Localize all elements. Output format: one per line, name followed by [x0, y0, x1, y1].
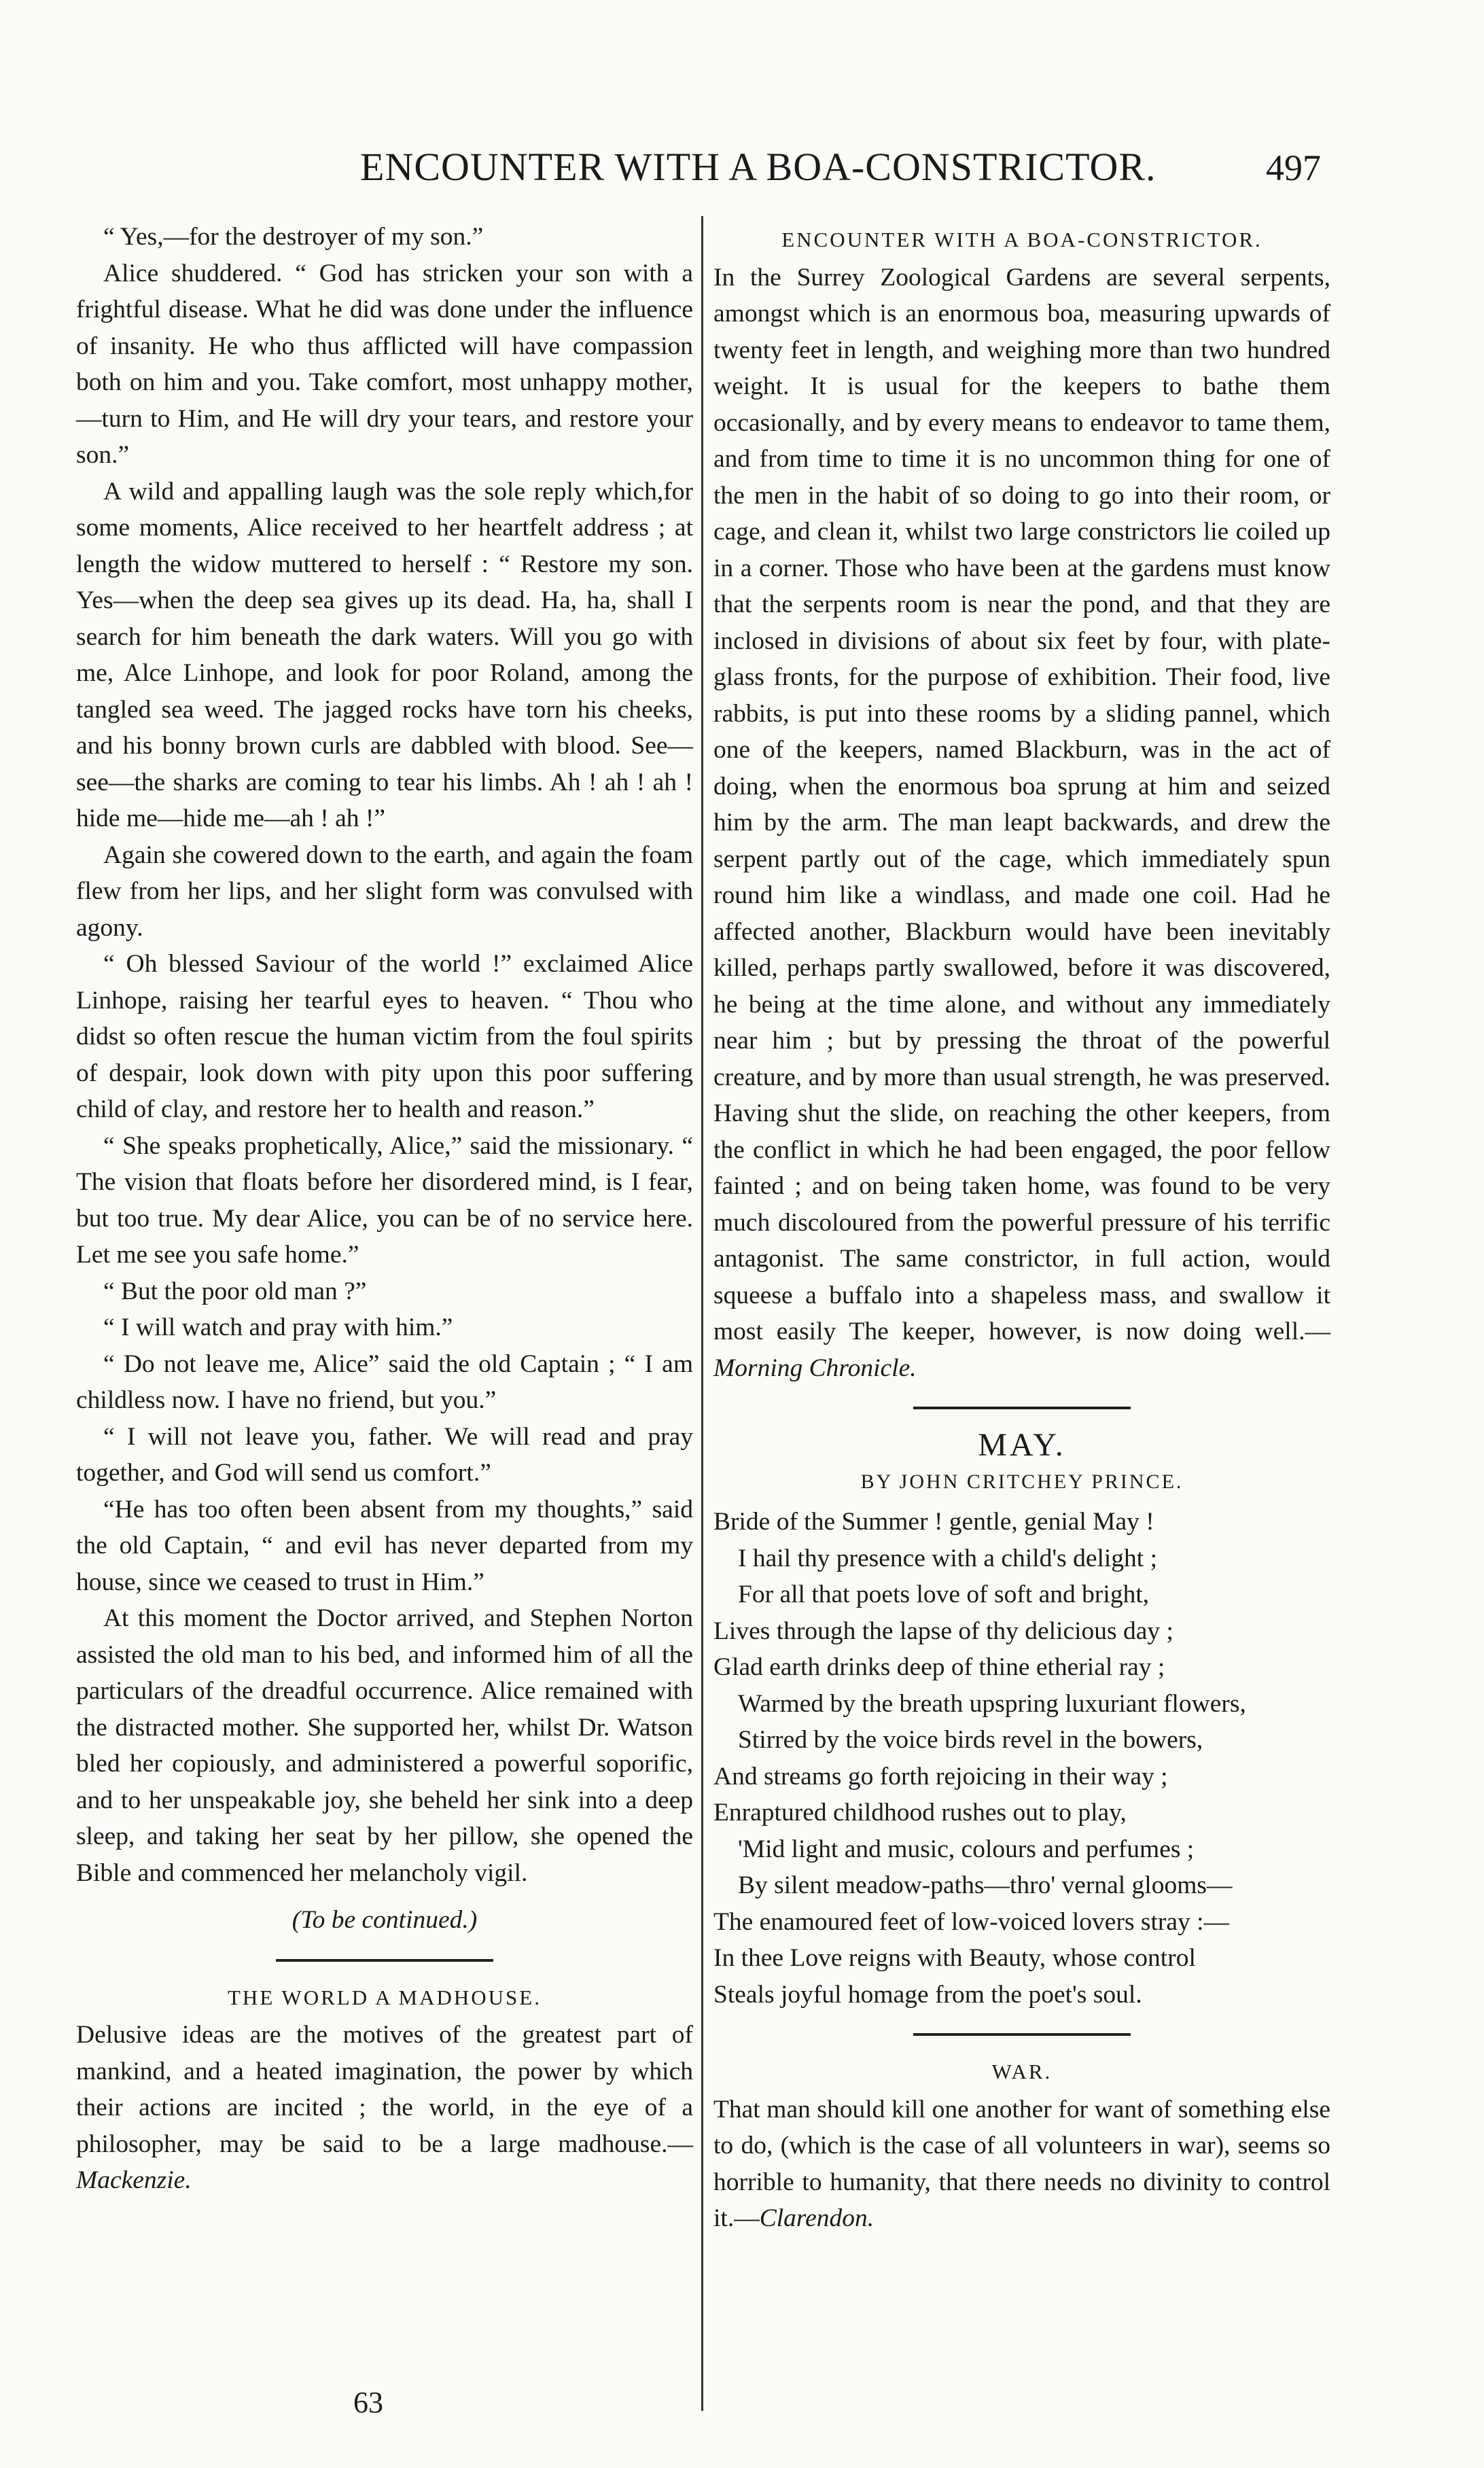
paragraph: “ She speaks prophetically, Alice,” said the missionary. “ The vision that floats before her disordered mind, is I fear, but too true. My dear Alice, you can be of no service here. Let me see you safe home.”: [76, 1131, 693, 1269]
paragraph: “ Oh blessed Saviour of the world !” exclaimed Alice Linhope, raising her tearful eyes to heaven. “ Thou who didst so often rescue the human victim from the foul spirits of despair, look down with pity upon this poor suffering child of clay, and restore her to health and reason.”: [76, 950, 693, 1123]
madhouse-title: THE WORLD A MADHOUSE.: [228, 1985, 542, 2009]
poem-line: The enamoured feet of low-voiced lovers stray :—: [713, 1907, 1230, 1936]
paragraph: At this moment the Doctor arrived, and Stephen Norton assisted the old man to his bed, and informed him of all the particulars of the dreadful occurrence. Alice remained with the distracted mother. She supported her, whilst Dr. Watson bled her copiously, and administered a powerful soporific, and to her unspeakable joy, she beheld her sink into a deep sleep, and taking her seat by her pillow, she opened the Bible and commenced her melancholy vigil.: [76, 1604, 693, 1887]
may-title: MAY.: [978, 1427, 1066, 1463]
madhouse-body: [76, 2017, 693, 2199]
poem-line: Stirred by the voice birds revel in the bowers,: [738, 1726, 1203, 1754]
poem-line: Steals joyful homage from the poet's soul.: [713, 1980, 1142, 2009]
poem-line: And streams go forth rejoicing in their way ;: [713, 1762, 1168, 1791]
section-rule: [276, 1959, 493, 1962]
poem-line: For all that poets love of soft and bright,: [738, 1581, 1150, 1608]
poem-line: Enraptured childhood rushes out to play,: [713, 1799, 1127, 1827]
right-column: [713, 219, 1330, 2237]
paragraph: “ Yes,—for the destroyer of my son.”: [103, 223, 484, 251]
to-be-continued: (To be continued.): [292, 1906, 478, 1934]
paragraph: “ I will watch and pray with him.”: [103, 1314, 453, 1341]
poem-line: In thee Love reigns with Beauty, whose control: [713, 1944, 1196, 1972]
madhouse-text: Delusive ideas are the motives of the greatest part of mankind, and a heated imagination, the power by which their actions are incited ; the world, in the eye of a philosopher, may be said to be a large madhouse.—: [76, 2021, 693, 2158]
boa-text: In the Surrey Zoological Gardens are several serpents, amongst which is an enormous boa, measuring upwards of twenty feet in length, and weighing more than two hundred weight. It is usual for the keepers to bathe them occasionally, and by every means to endeavor to tame them, and from time to time it is no uncommon thing for one of the men in the habit of so doing to go into their room, or cage, and clean it, whilst two large constrictors lie coiled up in a corner. Those who have been at the gardens must know that the serpents room is near the pond, and that they are inclosed in divisions of about six feet by four, with plate-glass fronts, for the purpose of exhibition. Their food, live rabbits, is put into these rooms by a sliding pannel, which one of the keepers, named Blackburn, was in the act of doing, when the enormous boa sprung at him and seized him by the arm. The man leapt backwards, and drew the serpent partly out of the cage, which immediately spun round him like a windlass, and made one coil. Had he affected another, Blackburn would have been inevitably killed, perhaps partly swallowed, before it was discovered, he being at the time alone, and without any immediately near him ; but by pressing the throat of the powerful creature, and by more than usual strength, he was preserved. Having shut the slide, on reaching the other keepers, from the conflict in which he had been engaged, the poor fellow fainted ; and on being taken home, was found to be very much discoloured from the powerful pressure of his terrific antagonist. The same constrictor, in full action, would squeese a buffalo into a shapeless mass, and swallow it most easily The keeper, however, is now doing well.—: [713, 263, 1330, 1345]
signature-mark: 63: [353, 2386, 383, 2419]
paragraph: “ I will not leave you, father. We will read and pray together, and God will send us comfort.”: [76, 1422, 693, 1487]
war-attribution: Clarendon.: [759, 2204, 874, 2232]
poem-line: Glad earth drinks deep of thine etherial ray ;: [713, 1653, 1165, 1681]
boa-attribution: Morning Chronicle.: [713, 1354, 917, 1382]
left-column: [76, 219, 693, 2199]
running-title: ENCOUNTER WITH A BOA-CONSTRICTOR.: [360, 145, 1156, 189]
paragraph: Again she cowered down to the earth, and again the foam flew from her lips, and her slight form was convulsed with agony.: [76, 841, 693, 942]
boa-title: ENCOUNTER WITH A BOA-CONSTRICTOR.: [781, 228, 1262, 251]
section-rule: [913, 1407, 1131, 1409]
paragraph: “He has too often been absent from my thoughts,” said the old Captain, “ and evil has never departed from my house, since we ceased to trust in Him.”: [76, 1495, 693, 1596]
may-poem: [713, 1504, 1330, 2013]
poem-line: Bride of the Summer ! gentle, genial May !: [713, 1508, 1154, 1536]
poem-line: Warmed by the breath upspring luxuriant flowers,: [738, 1689, 1246, 1718]
war-body: [713, 2092, 1330, 2237]
may-byline: BY JOHN CRITCHEY PRINCE.: [860, 1470, 1184, 1493]
paragraph: A wild and appalling laugh was the sole reply which,for some moments, Alice received to her heartfelt address ; at length the widow muttered to herself : “ Restore my son. Yes—when the deep sea gives up its dead. Ha, ha, shall I search for him beneath the dark waters. Will you go with me, Alce Linhope, and look for poor Roland, among the tangled sea weed. The jagged rocks have torn his cheeks, and his bonny brown curls are dabbled with blood. See—see—the sharks are coming to tear his limbs. Ah ! ah ! ah ! hide me—hide me—ah ! ah !”: [76, 477, 693, 832]
paragraph: “ Do not leave me, Alice” said the old Captain ; “ I am childless now. I have no friend, but you.”: [76, 1350, 693, 1414]
page-number: 497: [1266, 147, 1321, 188]
poem-line: By silent meadow-paths—thro' vernal glooms—: [738, 1871, 1233, 1899]
column-divider: [701, 216, 703, 2411]
boa-body: [713, 260, 1330, 1387]
poem-line: Lives through the lapse of thy delicious day ;: [713, 1617, 1173, 1645]
paragraph: “ But the poor old man ?”: [103, 1277, 367, 1305]
madhouse-attribution: Mackenzie.: [76, 2166, 192, 2194]
poem-line: 'Mid light and music, colours and perfumes ;: [738, 1835, 1195, 1863]
war-text: That man should kill one another for want of something else to do, (which is the case of all volunteers in war), seems so horrible to humanity, that there needs no divinity to control it.—: [713, 2095, 1330, 2232]
war-title: WAR.: [991, 2060, 1053, 2083]
poem-line: I hail thy presence with a child's delight ;: [738, 1544, 1158, 1572]
page-header: [0, 144, 1484, 205]
paragraph: Alice shuddered. “ God has stricken your son with a frightful disease. What he did was done under the influence of insanity. He who thus afflicted will have compassion both on him and you. Take comfort, most unhappy mother,—turn to Him, and He will dry your tears, and restore your son.”: [76, 259, 693, 469]
section-rule: [913, 2033, 1131, 2036]
